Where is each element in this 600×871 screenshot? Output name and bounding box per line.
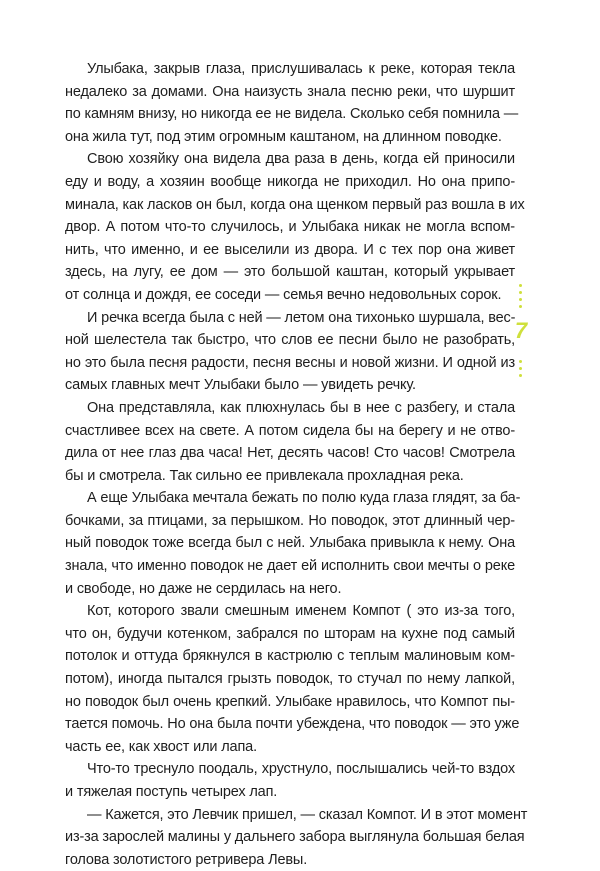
text-line: минала, как ласков он был, когда она щенком первый раз вошла в их [65, 196, 525, 213]
text-line: счастливее всех на свете. А потом сидела бы на берегу и не отво- [65, 422, 515, 439]
dot [519, 374, 522, 377]
text-line: самых главных мечт Улыбаки было — увидеть речку. [65, 377, 416, 394]
text-line: Кот, которого звали смешным именем Компот ( это из-за того, [87, 603, 515, 620]
text-line: А еще Улыбака мечтала бежать по полю куда глаза глядят, за ба- [87, 490, 521, 507]
text-line: еду и воду, а хозяин вообще никогда не приходил. Но она припо- [65, 173, 515, 190]
text-line: знала, что именно поводок не дает ей исполнить свои мечты о реке [65, 558, 515, 575]
text-line: по камням внизу, но никогда ее не видела. Сколько себя помнила — [65, 106, 519, 123]
dot [519, 298, 522, 301]
text-line: ной шелестела так быстро, что слов ее песни было не разобрать, [65, 332, 515, 349]
text-line: тается помочь. Но она была почти убеждена, что поводок — это уже [65, 716, 520, 733]
dot [519, 305, 522, 308]
text-line: недалеко за домами. Она наизусть знала песню реки, что шуршит [65, 83, 515, 100]
text-line: но это была песня радости, песня весны и новой жизни. И одной из [65, 354, 515, 371]
text-line: здесь, на лугу, ее дом — это большой каштан, который укрывает [65, 264, 515, 281]
text-line: — Кажется, это Левчик пришел, — сказал Компот. И в этот момент [87, 806, 528, 823]
text-line: что он, будучи котенком, забрался по шторам на кухне под самый [65, 625, 515, 642]
text-line: потом), иногда пытался грызть поводок, то стучал по нему лапкой, [65, 671, 515, 688]
text-line: и свободе, но даже не сердилась на него. [65, 580, 342, 597]
page-body-text [65, 58, 528, 871]
text-line: Свою хозяйку она видела два раза в день, когда ей приносили [87, 151, 515, 168]
dot [519, 360, 522, 363]
text-line: ный поводок тоже всегда был с ней. Улыбака привыкла к нему. Она [65, 535, 515, 552]
dot [519, 291, 522, 294]
text-line: но поводок был очень крепкий. Улыбаке нравилось, что Компот пы- [65, 693, 515, 710]
text-line: и тяжелая поступь четырех лап. [65, 784, 278, 800]
text-line: Она представляла, как плюхнулась бы в нее с разбегу, и стала [87, 399, 515, 416]
text-line: нить, что именно, и ее выселили из двора. И с тех пор она живет [65, 241, 515, 258]
text-line: дила от нее глаз два часа! Нет, десять часов! Сто часов! Смотрела [65, 445, 515, 462]
text-line: голова золотистого ретривера Левы. [65, 851, 308, 868]
decorative-dots-top [519, 284, 523, 308]
text-line: от солнца и дождя, ее соседи — семья вечно недовольных сорок. [65, 286, 502, 303]
page-folio [506, 284, 536, 374]
text-line: из-за зарослей малины у дальнего забора выглянула большая белая [65, 829, 525, 846]
page-number: 7 [514, 318, 528, 343]
text-line: двор. А потом что-то случилось, и Улыбака никак не могла вспом- [65, 219, 515, 236]
text-line: Что-то треснуло поодаль, хрустнуло, послышались чей-то вздох [87, 761, 515, 778]
dot [519, 367, 522, 370]
text-line: бочками, за птицами, за перышком. Но поводок, этот длинный чер- [65, 512, 515, 529]
text-line: Улыбака, закрыв глаза, прислушивалась к реке, которая текла [87, 61, 515, 77]
decorative-dots-bottom [519, 360, 523, 377]
text-line: она жила тут, под этим огромным каштаном, на длинном поводке. [65, 128, 502, 145]
text-line: потолок и оттуда брякнулся в кастрюлю с теплым малиновым ком- [65, 648, 515, 665]
dot [519, 284, 522, 287]
text-line: бы и смотрела. Так сильно ее привлекала прохладная река. [65, 467, 464, 484]
text-line: И речка всегда была с ней — летом она тихонько шуршала, вес- [87, 309, 516, 326]
text-line: часть ее, как хвост или лапа. [65, 738, 257, 755]
